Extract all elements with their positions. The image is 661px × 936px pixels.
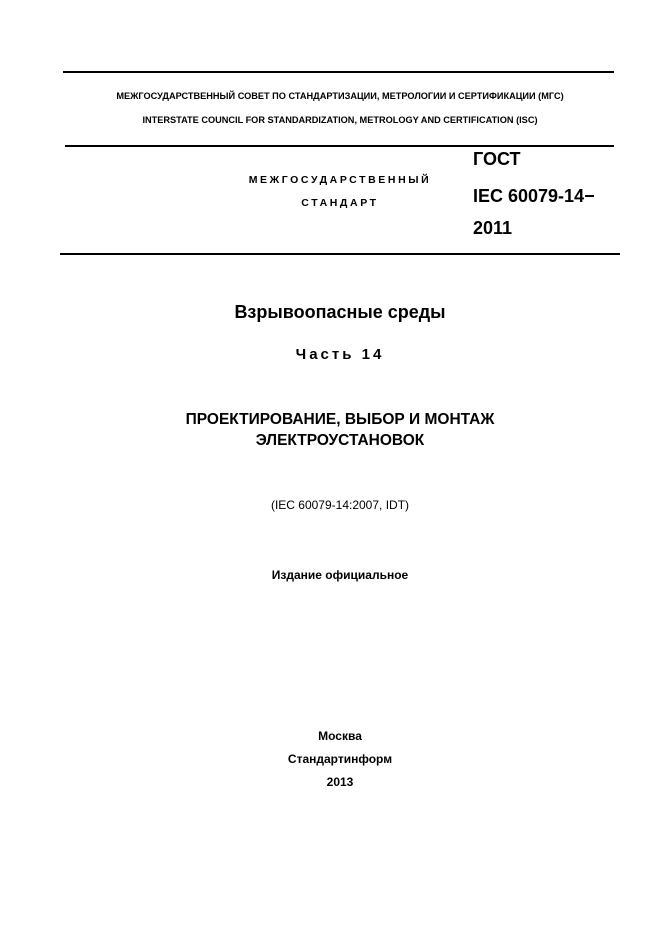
imprint-city: Москва	[318, 729, 362, 743]
subtitle-line2: ЭЛЕКТРОУСТАНОВОК	[255, 432, 425, 449]
imprint-publisher: Стандартинформ	[287, 752, 393, 766]
council-name-en: INTERSTATE COUNCIL FOR STANDARDIZATION, METROLOGY AND CERTIFICATION (ISC)	[142, 115, 538, 125]
part-number: Часть 14	[295, 346, 385, 363]
top-rule	[63, 71, 614, 73]
iec-reference: (IEC 60079-14:2007, IDT)	[270, 498, 410, 512]
imprint-year: 2013	[326, 775, 354, 789]
document-title: Взрывоопасные среды	[234, 302, 446, 322]
bottom-rule	[60, 253, 620, 255]
edition-label: Издание официальное	[271, 568, 409, 582]
subtitle-line1: ПРОЕКТИРОВАНИЕ, ВЫБОР И МОНТАЖ	[185, 411, 495, 428]
gost-designation-line1: ГОСТ	[473, 149, 521, 169]
gost-designation-line3: 2011	[473, 218, 513, 238]
council-name-ru: МЕЖГОСУДАРСТВЕННЫЙ СОВЕТ ПО СТАНДАРТИЗАЦИИ, МЕТРОЛОГИИ И СЕРТИФИКАЦИИ (МГС)	[116, 91, 564, 101]
interstate-label-line1: МЕЖГОСУДАРСТВЕННЫЙ	[248, 174, 432, 186]
gost-designation-line2: IEC 60079-14−	[473, 186, 595, 206]
interstate-label-line2: СТАНДАРТ	[301, 197, 379, 209]
middle-rule	[65, 145, 614, 147]
